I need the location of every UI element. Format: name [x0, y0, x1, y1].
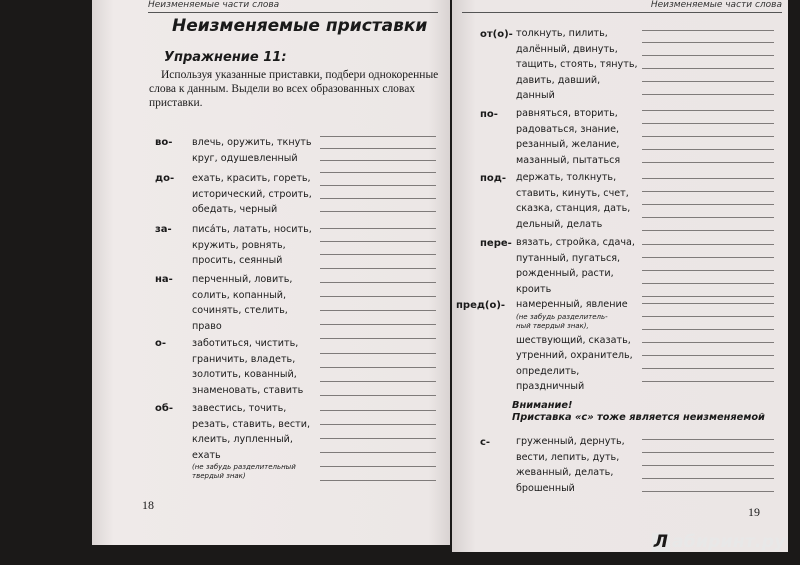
- prefix-ob: об-: [155, 403, 174, 414]
- page-number-right: 19: [748, 505, 760, 519]
- answer-line: [320, 241, 436, 242]
- answer-line: [320, 254, 436, 255]
- answer-line: [320, 310, 436, 311]
- answer-line: [320, 228, 436, 229]
- answer-line: [320, 268, 436, 269]
- word-list-za: писáть, латать, носить, кружить, ровнять, просить, сеянный: [192, 224, 312, 266]
- running-head-left: Неизменяемые части слова: [148, 0, 438, 13]
- answer-line: [320, 198, 436, 199]
- answer-line: [642, 270, 774, 271]
- answer-line: [642, 381, 774, 382]
- answer-line: [642, 342, 774, 343]
- answer-line: [642, 30, 774, 31]
- prefix-ot: от(о)-: [480, 29, 513, 40]
- answer-line: [642, 178, 774, 179]
- exercise-heading: Упражнение 11:: [164, 50, 287, 65]
- word-list-ot: толкнуть, пилить, далённый, двинуть, тащить, стоять, тянуть, давить, давший, данный: [516, 28, 638, 101]
- prefix-vo: во-: [155, 137, 173, 148]
- answer-line: [642, 217, 774, 218]
- prefix-na: на-: [155, 274, 173, 285]
- answer-line: [320, 353, 436, 354]
- answer-line: [320, 480, 436, 481]
- prefix-pere: пере-: [480, 238, 512, 249]
- answer-line: [642, 204, 774, 205]
- answer-line: [642, 465, 774, 466]
- word-list-o: заботиться, чистить, граничить, владеть, золотить, кованный, знаменовать, ставить: [192, 338, 304, 396]
- answer-line: [320, 452, 436, 453]
- exercise-instruction: Используя указанные приставки, подбери однокоренные слова к данным. Выдели во всех образованных словах приставки.: [149, 69, 439, 109]
- answer-line: [320, 410, 436, 411]
- answer-line: [642, 439, 774, 440]
- answer-line: [320, 324, 436, 325]
- answer-line: [642, 42, 774, 43]
- answer-line: [642, 316, 774, 317]
- answer-line: [642, 329, 774, 330]
- left-page: [92, 0, 450, 545]
- section-title: Неизменяемые приставки: [172, 16, 428, 36]
- answer-line: [642, 55, 774, 56]
- word-list-vo: влечь, оружить, ткнуть круг, одушевленный: [192, 137, 312, 164]
- attention-text: Приставка «с» тоже является неизменяемой: [512, 412, 765, 423]
- word-list-po: равняться, вторить, радоваться, знание, резанный, желание, мазанный, пытаться: [516, 108, 621, 166]
- answer-line: [320, 185, 436, 186]
- answer-line: [642, 355, 774, 356]
- answer-line: [642, 452, 774, 453]
- answer-line: [642, 136, 774, 137]
- answer-line: [320, 395, 436, 396]
- page-number-left: 18: [142, 498, 154, 512]
- prefix-pred: пред(о)-: [456, 300, 506, 311]
- word-list-pere: вязать, стройка, сдача, путанный, пугаться, рожденный, расти, кроить: [516, 237, 635, 295]
- prefix-o: о-: [155, 338, 167, 349]
- answer-line: [320, 367, 436, 368]
- answer-line: [642, 257, 774, 258]
- answer-line: [320, 438, 436, 439]
- answer-line: [642, 162, 774, 163]
- prefix-pod: под-: [480, 173, 507, 184]
- answer-line: [320, 148, 436, 149]
- running-head-right: Неизменяемые части слова: [462, 0, 782, 13]
- answer-line: [642, 68, 774, 69]
- answer-line: [320, 424, 436, 425]
- word-list-pod: держать, толкнуть, ставить, кинуть, счет, сказка, станция, дать, дельный, делать: [516, 172, 631, 230]
- answer-line: [642, 244, 774, 245]
- word-list-s: груженный, дернуть, вести, лепить, дуть, жеванный, делать, брошенный: [516, 436, 625, 494]
- answer-line: [320, 160, 436, 161]
- prefix-za: за-: [155, 224, 172, 235]
- answer-line: [642, 149, 774, 150]
- answer-line: [642, 368, 774, 369]
- word-list-do: ехать, красить, гореть, исторический, строить, обедать, черный: [192, 173, 312, 215]
- watermark-logo: Л абиринт.ру: [653, 532, 786, 552]
- attention-title: Внимание!: [512, 400, 573, 411]
- answer-line: [320, 172, 436, 173]
- answer-line: [642, 283, 774, 284]
- answer-line: [320, 466, 436, 467]
- answer-line: [642, 491, 774, 492]
- answer-line: [320, 136, 436, 137]
- word-list-pred: намеренный, явление (не забудь разделитель- ный твердый знак), шествующий, сказать, утренний, охранитель, определить, праздничный: [516, 299, 633, 392]
- answer-line: [642, 110, 774, 111]
- answer-line: [642, 191, 774, 192]
- answer-line: [642, 94, 774, 95]
- word-list-na: перченный, ловить, солить, копанный, сочинять, стелить, право: [192, 274, 293, 332]
- answer-line: [642, 296, 774, 297]
- answer-line: [320, 381, 436, 382]
- prefix-s: с-: [480, 437, 491, 448]
- answer-line: [320, 296, 436, 297]
- answer-line: [320, 282, 436, 283]
- right-page: [452, 0, 788, 552]
- answer-line: [320, 211, 436, 212]
- word-list-ob: завестись, точить, резать, ставить, вести, клеить, лупленный, ехать (не забудь разделительный твердый знак): [192, 403, 310, 480]
- prefix-do: до-: [155, 173, 175, 184]
- answer-line: [320, 338, 436, 339]
- answer-line: [642, 303, 774, 304]
- answer-line: [642, 123, 774, 124]
- answer-line: [642, 478, 774, 479]
- answer-line: [642, 230, 774, 231]
- answer-line: [642, 81, 774, 82]
- attention-note: [512, 400, 765, 424]
- prefix-po: по-: [480, 109, 498, 120]
